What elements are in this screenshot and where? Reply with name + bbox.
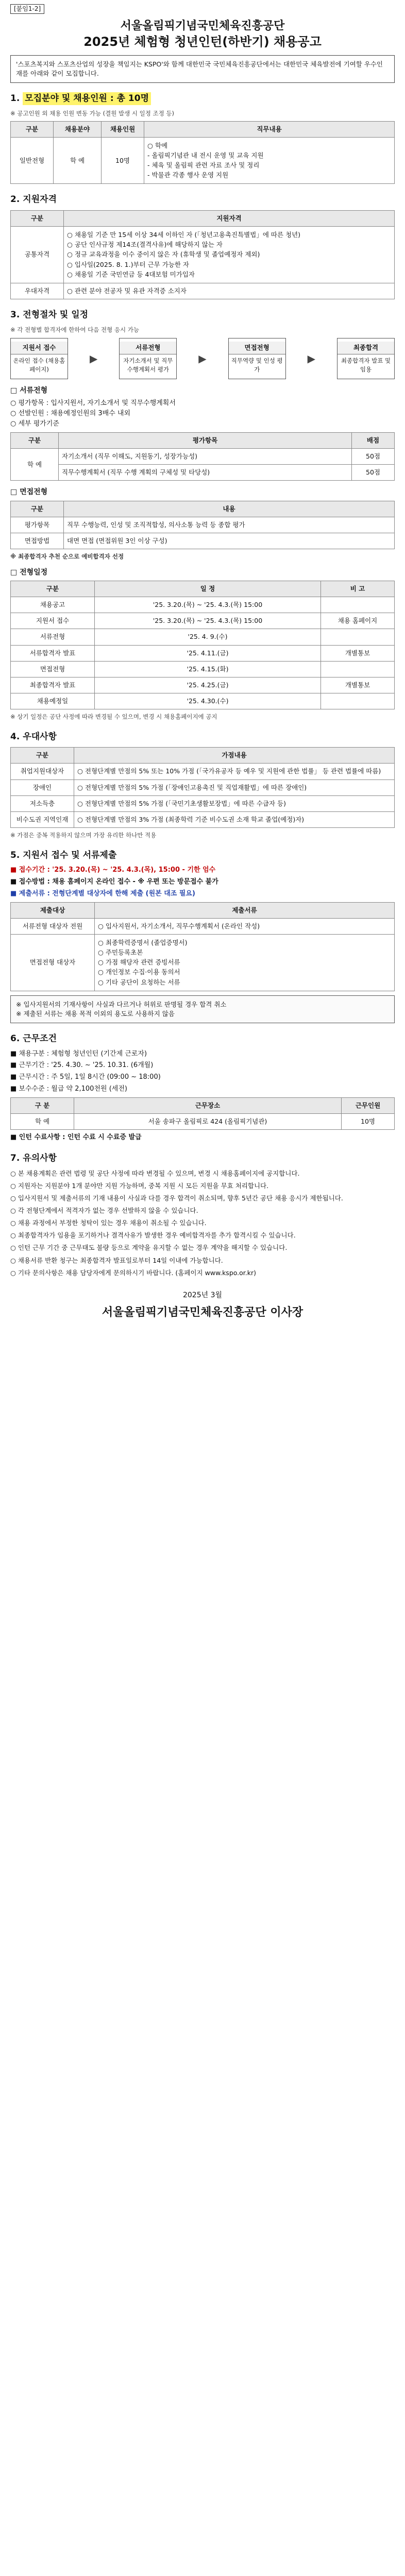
recruit-table xyxy=(10,121,395,184)
schedule-date: '25. 3.20.(목) ~ '25. 4.3.(목) 15:00 xyxy=(95,597,321,613)
preference-category: 비수도권 지역인재 xyxy=(11,811,74,827)
caution-item: ○ 채용서류 반환 청구는 최종합격자 발표일로부터 14일 이내에 가능합니다. xyxy=(10,1256,223,1264)
section-6-number: 6. xyxy=(10,1033,20,1044)
flow-step-head: 서류전형 xyxy=(120,342,176,354)
eval-header: 평가항목 xyxy=(59,433,352,449)
internship-completion: ■ 인턴 수료사항 : 인턴 수료 시 수료증 발급 xyxy=(10,1133,142,1142)
schedule-note: 채용 홈페이지 xyxy=(321,613,395,629)
documents-note: ※ 제출된 서류는 채용 목적 이외의 용도로 사용하지 않음 xyxy=(16,1009,175,1018)
schedule-note: 개별통보 xyxy=(321,645,395,661)
title-line-1: 서울올림픽기념국민체육진흥공단 xyxy=(120,20,285,33)
section-3-note: ※ 각 전형별 합격자에 한하여 다음 전형 응시 가능 xyxy=(10,326,139,333)
schedule-category: 면접전형 xyxy=(11,661,95,677)
eligibility-table xyxy=(10,210,395,299)
location-place: 서울 송파구 올림픽로 424 (올림픽기념관) xyxy=(74,1114,342,1130)
attachment-tag: [붙임1-2] xyxy=(10,4,44,14)
documents-notes xyxy=(10,995,395,1023)
flow-step xyxy=(10,338,68,379)
work-condition: ■ 채용구분 : 체험형 청년인턴 (기간제 근로자) xyxy=(10,1049,147,1058)
title-line-2: 2025년 체험형 청년인턴(하반기) 채용공고 xyxy=(83,34,322,49)
schedule-note xyxy=(321,597,395,613)
work-condition: ■ 근무기간 : '25. 4.30. ~ '25. 10.31. (6개월) xyxy=(10,1061,154,1070)
eligibility-category: 우대자격 xyxy=(11,283,64,299)
recruit-header: 채용분야 xyxy=(54,121,102,137)
eligibility-items xyxy=(64,283,395,299)
eligibility-item: ○ 채용일 기준 국민연금 등 4대보험 미가입자 xyxy=(67,270,195,278)
intro-box: '스포츠복지와 스포츠산업의 성장을 책임지는 KSPO'와 함께 대한민국 국민체육진흥공단에서는 대한민국 체육발전에 기여할 우수인재를 아래와 같이 모집합니다. xyxy=(10,55,395,83)
interview-note: ※ 최종합격자 추천 순으로 예비합격자 선정 xyxy=(10,553,124,561)
eligibility-header: 지원자격 xyxy=(64,211,395,227)
schedule-title: □ 전형일정 xyxy=(10,568,48,577)
section-4-number: 4. xyxy=(10,731,20,742)
section-5-title xyxy=(10,849,395,862)
documents-item: ○ 개인정보 수집·이용 동의서 xyxy=(98,968,180,976)
footer-date: 2025년 3월 xyxy=(182,1291,223,1299)
arrow-right-icon: ▶ xyxy=(307,352,316,365)
caution-item: ○ 최종합격자가 임용을 포기하거나 결격사유가 발생한 경우 예비합격자를 추가 합격시킬 수 있습니다. xyxy=(10,1231,296,1240)
documents-category: 면접전형 대상자 xyxy=(11,935,95,991)
duty-item: - 박물관 각종 행사 운영 지원 xyxy=(147,171,229,179)
screening-item: ○ 선발인원 : 채용예정인원의 3배수 내외 xyxy=(10,410,131,418)
section-6-title xyxy=(10,1032,395,1045)
section-3-number: 3. xyxy=(10,309,20,320)
eval-header: 구분 xyxy=(11,433,59,449)
preference-category: 취업지원대상자 xyxy=(11,764,74,779)
recruit-field: 학 예 xyxy=(54,137,102,184)
section-2-number: 2. xyxy=(10,194,20,205)
section-2-heading: 지원자격 xyxy=(23,194,57,205)
flow-step xyxy=(119,338,177,379)
preference-content: ○ 전형단계별 만점의 5% 가점 (「국민기초생활보장법」에 따른 수급자 등) xyxy=(74,795,395,811)
document-page xyxy=(10,0,395,1336)
evaluation-table xyxy=(10,432,395,481)
documents-item: ○ 기타 공단이 요청하는 서류 xyxy=(98,978,180,986)
section-3-title xyxy=(10,309,395,321)
location-header: 구 분 xyxy=(11,1097,74,1113)
schedule-header: 일 정 xyxy=(95,581,321,597)
schedule-note: 개별통보 xyxy=(321,677,395,693)
documents-note: ※ 입사지원서의 기재사항이 사실과 다르거나 허위로 판명될 경우 합격 취소 xyxy=(16,1000,227,1008)
preference-content: ○ 전형단계별 만점의 3% 가점 (최종학력 기준 비수도권 소재 학교 졸업(예정)자) xyxy=(74,811,395,827)
eligibility-item: ○ 공단 인사규정 제14조(결격사유)에 해당하지 않는 자 xyxy=(67,241,223,249)
eligibility-header: 구분 xyxy=(11,211,64,227)
caution-item: ○ 각 전형단계에서 적격자가 없는 경우 선발하지 않을 수 있습니다. xyxy=(10,1207,198,1215)
section-6-heading: 근무조건 xyxy=(23,1033,57,1044)
eligibility-item: ○ 채용일 기준 만 15세 이상 34세 이하인 자 (「청년고용촉진특별법」에 따른 청년) xyxy=(67,231,301,239)
section-1-note: ※ 공고인원 외 채용 인원 변동 가능 (결원 발생 시 일정 조정 등) xyxy=(10,110,174,117)
caution-item: ○ 기타 문의사항은 채용 담당자에게 문의하시기 바랍니다. (홈페이지 www.kspo.or.kr) xyxy=(10,1268,257,1277)
schedule-note xyxy=(321,661,395,677)
section-4-heading: 우대사항 xyxy=(23,731,57,742)
flow-step-body: 직무역량 및 인성 평가 xyxy=(231,357,283,373)
recruit-duties xyxy=(144,137,395,184)
preference-header: 구분 xyxy=(11,748,74,764)
schedule-header: 구분 xyxy=(11,581,95,597)
preference-note: ※ 가점은 중복 적용하지 않으며 가장 유리한 하나만 적용 xyxy=(10,831,157,839)
schedule-date: '25. 3.20.(목) ~ '25. 4.3.(목) 15:00 xyxy=(95,613,321,629)
caution-item: ○ 본 채용계획은 관련 법령 및 공단 사정에 따라 변경될 수 있으며, 변경 시 채용홈페이지에 공지합니다. xyxy=(10,1169,300,1177)
interview-header: 내용 xyxy=(64,501,395,517)
work-condition: ■ 보수수준 : 월급 약 2,100천원 (세전) xyxy=(10,1085,127,1093)
schedule-category: 채용공고 xyxy=(11,597,95,613)
eval-score: 50점 xyxy=(352,465,395,481)
process-flow xyxy=(10,338,395,379)
schedule-category: 서류합격자 발표 xyxy=(11,645,95,661)
schedule-date: '25. 4.25.(금) xyxy=(95,677,321,693)
location-table xyxy=(10,1097,395,1130)
application-documents: ■ 제출서류 : 전형단계별 대상자에 한해 제출 (원본 대조 필요) xyxy=(10,889,195,897)
flow-step-head: 지원서 접수 xyxy=(11,342,68,354)
recruit-header: 구분 xyxy=(11,121,54,137)
duty-item: - 올림픽기념관 내 전시 운영 및 교육 지원 xyxy=(147,151,264,159)
eligibility-item: ○ 정규 교육과정을 이수 중이지 않은 자 (휴학생 및 졸업예정자 제외) xyxy=(67,250,260,259)
flow-step-head: 최종합격 xyxy=(338,342,394,354)
schedule-footnote: ※ 상기 일정은 공단 사정에 따라 변경될 수 있으며, 변경 시 채용홈페이지에 공지 xyxy=(10,713,217,721)
eval-score: 50점 xyxy=(352,449,395,465)
caution-list xyxy=(10,1169,395,1278)
eligibility-category: 공통자격 xyxy=(11,227,64,283)
documents-header: 제출서류 xyxy=(95,902,395,918)
flow-step-body: 온라인 접수 (채용홈페이지) xyxy=(13,357,65,373)
preference-content: ○ 전형단계별 만점의 5% 또는 10% 가점 (「국가유공자 등 예우 및 지원에 관한 법률」 등 관련 법률에 따름) xyxy=(74,764,395,779)
document-screening-title: □ 서류전형 xyxy=(10,386,48,395)
preference-table xyxy=(10,747,395,828)
recruit-header: 채용인원 xyxy=(102,121,144,137)
eligibility-item: ○ 입사일(2025. 8. 1.)부터 근무 가능한 자 xyxy=(67,260,189,268)
preference-content: ○ 전형단계별 만점의 5% 가점 (「장애인고용촉진 및 직업재활법」에 따른 장애인) xyxy=(74,779,395,795)
flow-step-body: 최종합격자 발표 및 임용 xyxy=(341,357,391,373)
documents-item: ○ 입사지원서, 자기소개서, 직무수행계획서 (온라인 작성) xyxy=(95,918,395,934)
section-1-title xyxy=(10,92,395,105)
screening-item: ○ 평가항목 : 입사지원서, 자기소개서 및 직무수행계획서 xyxy=(10,399,176,408)
schedule-category: 지원서 접수 xyxy=(11,613,95,629)
eval-item: 자기소개서 (직무 이해도, 지원동기, 성장가능성) xyxy=(59,449,352,465)
caution-item: ○ 지원자는 지원분야 1개 분야만 지원 가능하며, 중복 지원 시 모든 지원을 무효 처리합니다. xyxy=(10,1181,269,1190)
section-7-title xyxy=(10,1152,395,1165)
screening-item: ○ 세부 평가기준 xyxy=(10,420,59,428)
schedule-category: 최종합격자 발표 xyxy=(11,677,95,693)
duty-item: - 체육 및 올림픽 관련 자료 조사 및 정리 xyxy=(147,161,260,170)
schedule-table xyxy=(10,581,395,709)
application-period: ■ 접수기간 : '25. 3.20.(목) ~ '25. 4.3.(목), 15:00 - 기한 엄수 xyxy=(10,866,216,874)
documents-items xyxy=(95,935,395,991)
interview-title: □ 면접전형 xyxy=(10,488,48,497)
preference-header: 가점내용 xyxy=(74,748,395,764)
arrow-right-icon: ▶ xyxy=(198,352,207,365)
caution-item: ○ 인턴 근무 기간 중 근무태도 불량 등으로 계약을 유지할 수 없는 경우 계약을 해지할 수 있습니다. xyxy=(10,1244,288,1252)
section-7-number: 7. xyxy=(10,1153,20,1164)
eligibility-items xyxy=(64,227,395,283)
location-count: 10명 xyxy=(342,1114,395,1130)
schedule-date: '25. 4.15.(화) xyxy=(95,661,321,677)
preference-category: 저소득층 xyxy=(11,795,74,811)
location-header: 근무장소 xyxy=(74,1097,342,1113)
interview-header: 구분 xyxy=(11,501,64,517)
eval-header: 배점 xyxy=(352,433,395,449)
section-1-heading: 모집분야 및 채용인원 : 총 10명 xyxy=(23,92,151,105)
interview-content: 직무 수행능력, 인성 및 조직적합성, 의사소통 능력 등 종합 평가 xyxy=(64,517,395,533)
flow-step xyxy=(337,338,395,379)
schedule-date: '25. 4.30.(수) xyxy=(95,693,321,709)
schedule-note xyxy=(321,629,395,645)
document-title xyxy=(10,19,395,50)
interview-category: 평가항목 xyxy=(11,517,64,533)
documents-category: 서류전형 대상자 전원 xyxy=(11,918,95,934)
documents-header: 제출대상 xyxy=(11,902,95,918)
section-2-title xyxy=(10,193,395,206)
eligibility-item: ○ 관련 분야 전공자 및 유관 자격증 소지자 xyxy=(67,286,187,295)
caution-item: ○ 채용 과정에서 부정한 청탁이 있는 경우 채용이 취소될 수 있습니다. xyxy=(10,1219,207,1227)
recruit-category: 일반전형 xyxy=(11,137,54,184)
section-4-title xyxy=(10,731,395,743)
interview-content: 대면 면접 (면접위원 3인 이상 구성) xyxy=(64,533,395,549)
arrow-right-icon: ▶ xyxy=(89,352,98,365)
flow-step xyxy=(228,338,286,379)
schedule-category: 채용예정일 xyxy=(11,693,95,709)
documents-item: ○ 주민등록초본 xyxy=(98,948,143,957)
schedule-note xyxy=(321,693,395,709)
section-5-heading: 지원서 접수 및 서류제출 xyxy=(23,850,117,860)
documents-item: ○ 가점 해당자 관련 증빙서류 xyxy=(98,958,180,967)
caution-item: ○ 입사지원서 및 제출서류의 기재 내용이 사실과 다를 경우 합격이 취소되며, 향후 5년간 공단 채용 응시가 제한됩니다. xyxy=(10,1194,343,1202)
recruit-count: 10명 xyxy=(102,137,144,184)
application-method: ■ 접수방법 : 채용 홈페이지 온라인 접수 - ※ 우편 또는 방문접수 불가 xyxy=(10,878,218,886)
schedule-header: 비 고 xyxy=(321,581,395,597)
location-category: 학 예 xyxy=(11,1114,74,1130)
interview-category: 면접방법 xyxy=(11,533,64,549)
eval-category: 학 예 xyxy=(11,449,59,481)
work-condition: ■ 근무시간 : 주 5일, 1일 8시간 (09:00 ~ 18:00) xyxy=(10,1073,161,1081)
documents-table xyxy=(10,902,395,991)
section-7-heading: 유의사항 xyxy=(23,1153,57,1164)
location-header: 근무인원 xyxy=(342,1097,395,1113)
preference-category: 장애인 xyxy=(11,779,74,795)
section-3-heading: 전형절차 및 일정 xyxy=(23,309,89,320)
footer-organization: 서울올림픽기념국민체육진흥공단 이사장 xyxy=(102,1306,303,1319)
documents-item: ○ 최종학력증명서 (졸업증명서) xyxy=(98,939,188,947)
section-1-number: 1. xyxy=(10,93,20,104)
interview-table xyxy=(10,501,395,549)
eval-item: 직무수행계획서 (직무 수행 계획의 구체성 및 타당성) xyxy=(59,465,352,481)
duty-item: ○ 학예 xyxy=(147,141,168,149)
recruit-header: 직무내용 xyxy=(144,121,395,137)
section-5-number: 5. xyxy=(10,850,20,860)
flow-step-head: 면접전형 xyxy=(229,342,285,354)
schedule-category: 서류전형 xyxy=(11,629,95,645)
flow-step-body: 자기소개서 및 직무수행계획서 평가 xyxy=(123,357,173,373)
schedule-date: '25. 4.11.(금) xyxy=(95,645,321,661)
schedule-date: '25. 4. 9.(수) xyxy=(95,629,321,645)
